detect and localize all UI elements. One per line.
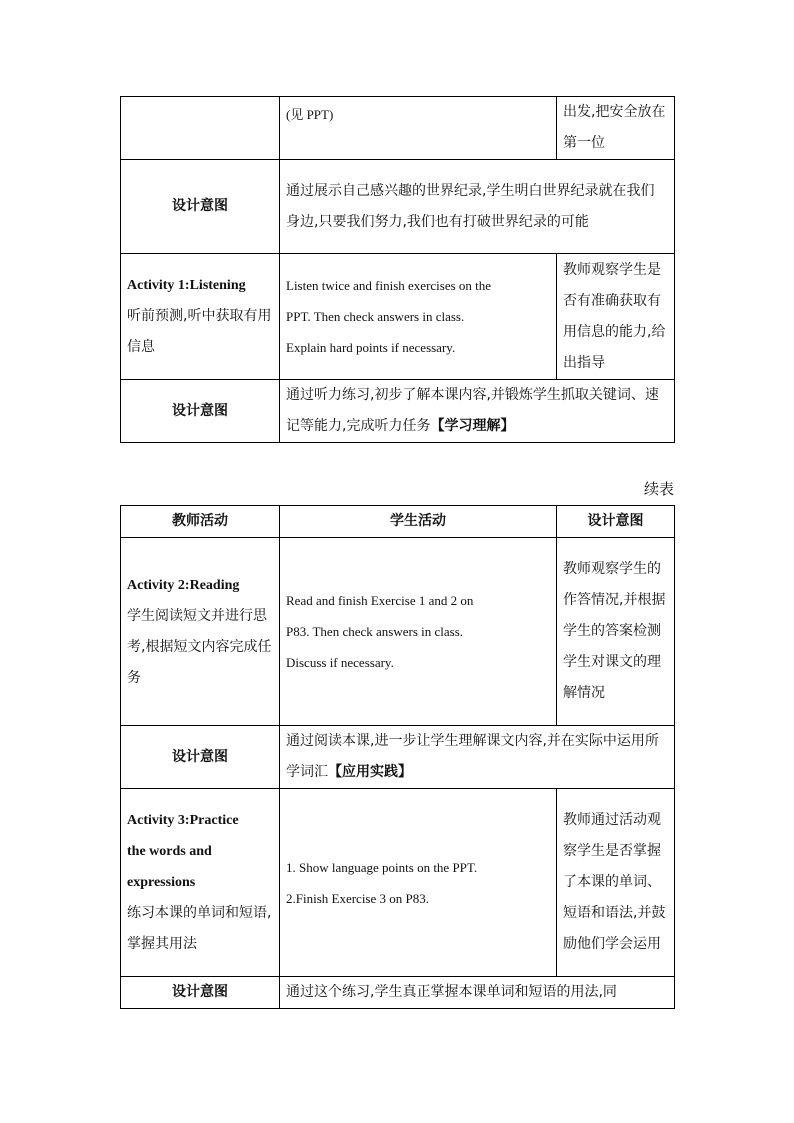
lesson-table-1 xyxy=(120,96,675,443)
table-row xyxy=(121,789,675,977)
table-row xyxy=(121,538,675,726)
teacher-activity-cell xyxy=(121,789,280,977)
intent-tag: 【应用实践】 xyxy=(328,764,412,780)
row-label: 设计意图 xyxy=(121,380,280,443)
activity-line: Read and finish Exercise 1 and 2 on xyxy=(286,593,474,608)
row-label: 设计意图 xyxy=(121,977,280,1009)
activity-title: Activity 2:Reading xyxy=(127,577,240,593)
intent-tag: 【学习理解】 xyxy=(430,418,515,434)
student-activity-cell xyxy=(280,254,557,380)
header-row xyxy=(121,506,675,538)
activity-title: expressions xyxy=(127,875,196,890)
intent-text: 通过展示自己感兴趣的世界纪录,学生明白世界纪录就在我们身边,只要我们努力,我们也有打破世界纪录的可能 xyxy=(280,160,675,254)
continued-label: 续表 xyxy=(643,480,674,498)
activity-line: P83. Then check answers in class. xyxy=(286,624,464,639)
table-row xyxy=(121,160,675,254)
activity-line: PPT. Then check answers in class. xyxy=(286,309,465,324)
teacher-activity-cell xyxy=(121,538,280,726)
lesson-table-2 xyxy=(120,505,675,1009)
design-intent-cell: 教师通过活动观察学生是否掌握了本课的单词、短语和语法,并鼓励他们学会运用 xyxy=(557,789,675,977)
design-intent-cell: 教师观察学生是否有准确获取有用信息的能力,给出指导 xyxy=(557,254,675,380)
table-row xyxy=(121,726,675,789)
design-intent-cell: 教师观察学生的作答情况,并根据学生的答案检测学生对课文的理解情况 xyxy=(557,538,675,726)
student-activity-cell xyxy=(280,97,557,160)
activity-line: 1. Show language points on the PPT. xyxy=(286,859,478,875)
intent-text xyxy=(280,380,675,443)
student-activity-cell xyxy=(280,789,557,977)
activity-line: 2.Finish Exercise 3 on P83. xyxy=(286,890,429,906)
activity-subtitle: 练习本课的单词和短语,掌握其用法 xyxy=(127,905,272,952)
row-label: 设计意图 xyxy=(121,160,280,254)
teacher-activity-cell xyxy=(121,254,280,380)
design-intent-cell: 出发,把安全放在第一位 xyxy=(557,97,675,160)
row-label: 设计意图 xyxy=(121,726,280,789)
intent-text: 通过这个练习,学生真正掌握本课单词和短语的用法,同 xyxy=(280,977,675,1009)
student-activity-cell xyxy=(280,538,557,726)
activity-line: Discuss if necessary. xyxy=(286,655,394,670)
activity-subtitle: 学生阅读短文并进行思考,根据短文内容完成任务 xyxy=(127,607,272,686)
table-row xyxy=(121,254,675,380)
column-header: 设计意图 xyxy=(557,506,675,538)
column-header: 教师活动 xyxy=(121,506,280,538)
table-row xyxy=(121,97,675,160)
activity-text: (见 PPT) xyxy=(286,107,334,122)
activity-subtitle: 听前预测,听中获取有用信息 xyxy=(127,308,272,355)
table-row xyxy=(121,977,675,1009)
column-header: 学生活动 xyxy=(280,506,557,538)
intent-text xyxy=(280,726,675,789)
activity-title: Activity 3:Practice xyxy=(127,813,239,828)
table-row xyxy=(121,380,675,443)
activity-line: Listen twice and finish exercises on the xyxy=(286,278,492,293)
activity-title: Activity 1:Listening xyxy=(127,278,246,293)
activity-line: Explain hard points if necessary. xyxy=(286,340,456,355)
intent-body: 通过阅读本课,进一步让学生理解课文内容,并在实际中运用所学词汇 xyxy=(286,733,659,780)
empty-cell xyxy=(121,97,280,160)
intent-body: 通过听力练习,初步了解本课内容,并锻炼学生抓取关键词、速记等能力,完成听力任务 xyxy=(286,387,659,434)
activity-title: the words and xyxy=(127,844,212,859)
